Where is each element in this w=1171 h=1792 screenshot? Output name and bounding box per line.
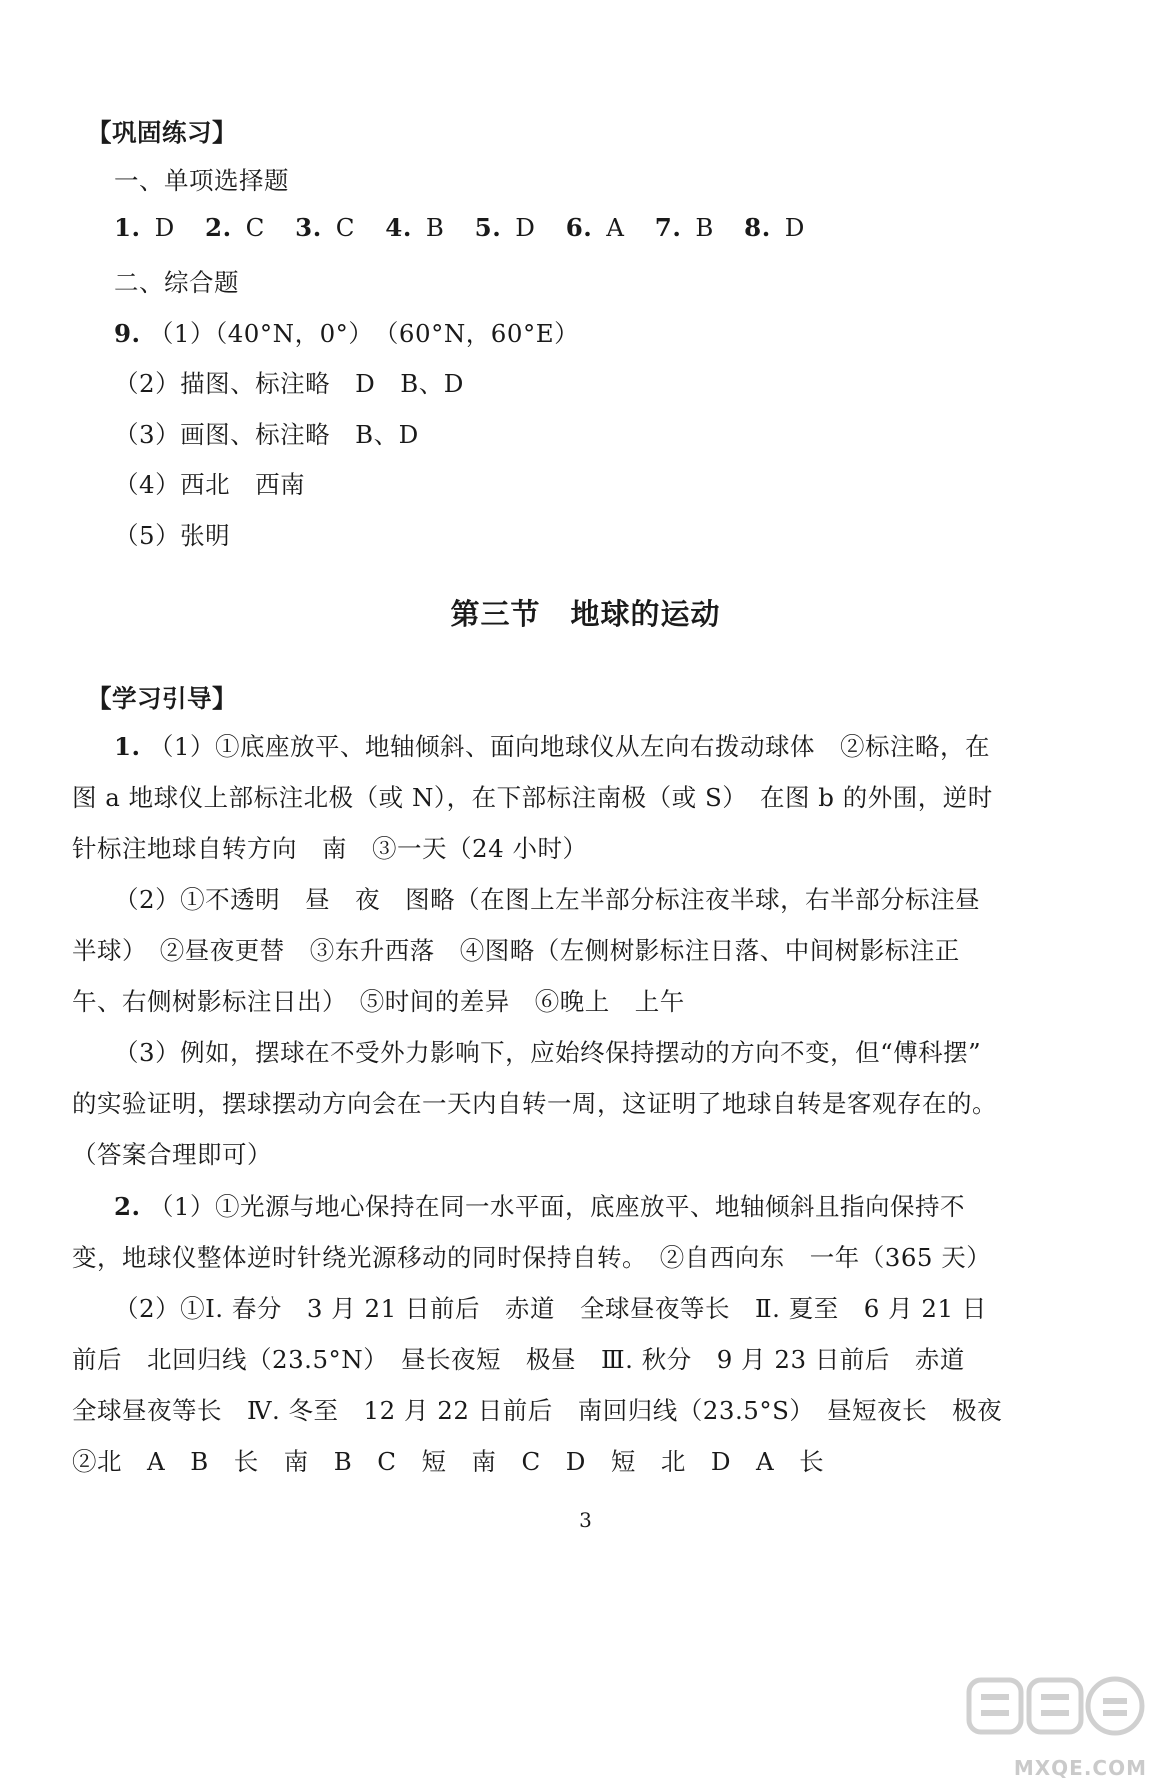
mcq-answer-row [114, 213, 827, 242]
answer-value: D [515, 213, 536, 242]
q2-line-6: ②北 A B 长 南 B C 短 南 C D 短 北 D A 长 [72, 1447, 825, 1476]
q1-line-1 [114, 728, 990, 763]
q9-line-4: （4）西北 西南 [114, 470, 306, 499]
q9-line-5: （5）张明 [114, 521, 231, 550]
q2-line-1 [114, 1188, 965, 1223]
answer-number: 6. [565, 213, 593, 242]
answer-number: 1. [114, 213, 141, 242]
answer-value: C [335, 213, 355, 242]
answer-value: D [154, 213, 175, 242]
q1-line-5: 半球） ②昼夜更替 ③东升西落 ④图略（左侧树影标注日落、中间树影标注正 [72, 936, 960, 965]
q1-line-2: 图 a 地球仪上部标注北极（或 N），在下部标注南极（或 S） 在图 b 的外围，逆时 [72, 783, 993, 812]
answer-number: 7. [654, 213, 682, 242]
q1-line-6: 午、右侧树影标注日出） ⑤时间的差异 ⑥晚上 上午 [72, 987, 685, 1016]
answer-value: B [695, 213, 714, 242]
question-number: 1. [114, 732, 141, 761]
q9-part-1-text: （1）（40°N，0°） （60°N，60°E） [148, 319, 580, 348]
part1-heading: 一、单项选择题 [114, 166, 289, 195]
part2-heading: 二、综合题 [114, 268, 239, 297]
watermark-text: MXQE.COM [1013, 1756, 1147, 1780]
section-header-consolidation: 【巩固练习】 [87, 118, 237, 147]
answer-number: 3. [295, 213, 322, 242]
answer-number: 4. [385, 213, 412, 242]
section-title: 第三节 地球的运动 [450, 597, 721, 631]
answer-value: B [425, 213, 445, 242]
answer-value: D [784, 213, 805, 242]
answer-number: 8. [744, 213, 771, 242]
q1-line-9: （答案合理即可） [72, 1140, 272, 1169]
watermark-logo [961, 1670, 1151, 1780]
q2-line-2: 变，地球仪整体逆时针绕光源移动的同时保持自转。 ②自西向东 一年（365 天） [72, 1243, 992, 1272]
q1-line-4: （2）①不透明 昼 夜 图略（在图上左半部分标注夜半球，右半部分标注昼 [114, 885, 981, 914]
answer-number: 5. [474, 213, 502, 242]
q1-text: （1）①底座放平、地轴倾斜、面向地球仪从左向右拨动球体 ②标注略，在 [148, 732, 990, 761]
watermark-graphic [961, 1670, 1151, 1750]
q9-line-1 [114, 315, 579, 350]
section-header-learning-guide: 【学习引导】 [87, 684, 237, 713]
q1-line-8: 的实验证明，摆球摆动方向会在一天内自转一周，这证明了地球自转是客观存在的。 [72, 1089, 997, 1118]
q2-line-5: 全球昼夜等长 Ⅳ. 冬至 12 月 22 日前后 南回归线（23.5°S） 昼短夜长 极夜 [72, 1396, 1003, 1425]
q2-line-4: 前后 北回归线（23.5°N） 昼长夜短 极昼 Ⅲ. 秋分 9 月 23 日前后 赤道 [72, 1345, 965, 1374]
q2-text: （1）①光源与地心保持在同一水平面，底座放平、地轴倾斜且指向保持不 [148, 1192, 965, 1221]
page-number: 3 [579, 1508, 592, 1532]
q1-line-3: 针标注地球自转方向 南 ③一天（24 小时） [72, 834, 588, 863]
q9-line-2: （2）描图、标注略 D B、D [114, 369, 464, 398]
q9-line-3: （3）画图、标注略 B、D [114, 420, 419, 449]
question-number: 2. [114, 1192, 141, 1221]
answer-value: C [245, 213, 265, 242]
q2-line-3: （2）①Ⅰ. 春分 3 月 21 日前后 赤道 全球昼夜等长 Ⅱ. 夏至 6 月 21 日 [114, 1294, 987, 1323]
answer-number: 2. [205, 213, 232, 242]
answer-value: A [606, 213, 625, 242]
q1-line-7: （3）例如，摆球在不受外力影响下，应始终保持摆动的方向不变，但“傅科摆” [114, 1038, 982, 1067]
question-number: 9. [114, 319, 141, 348]
